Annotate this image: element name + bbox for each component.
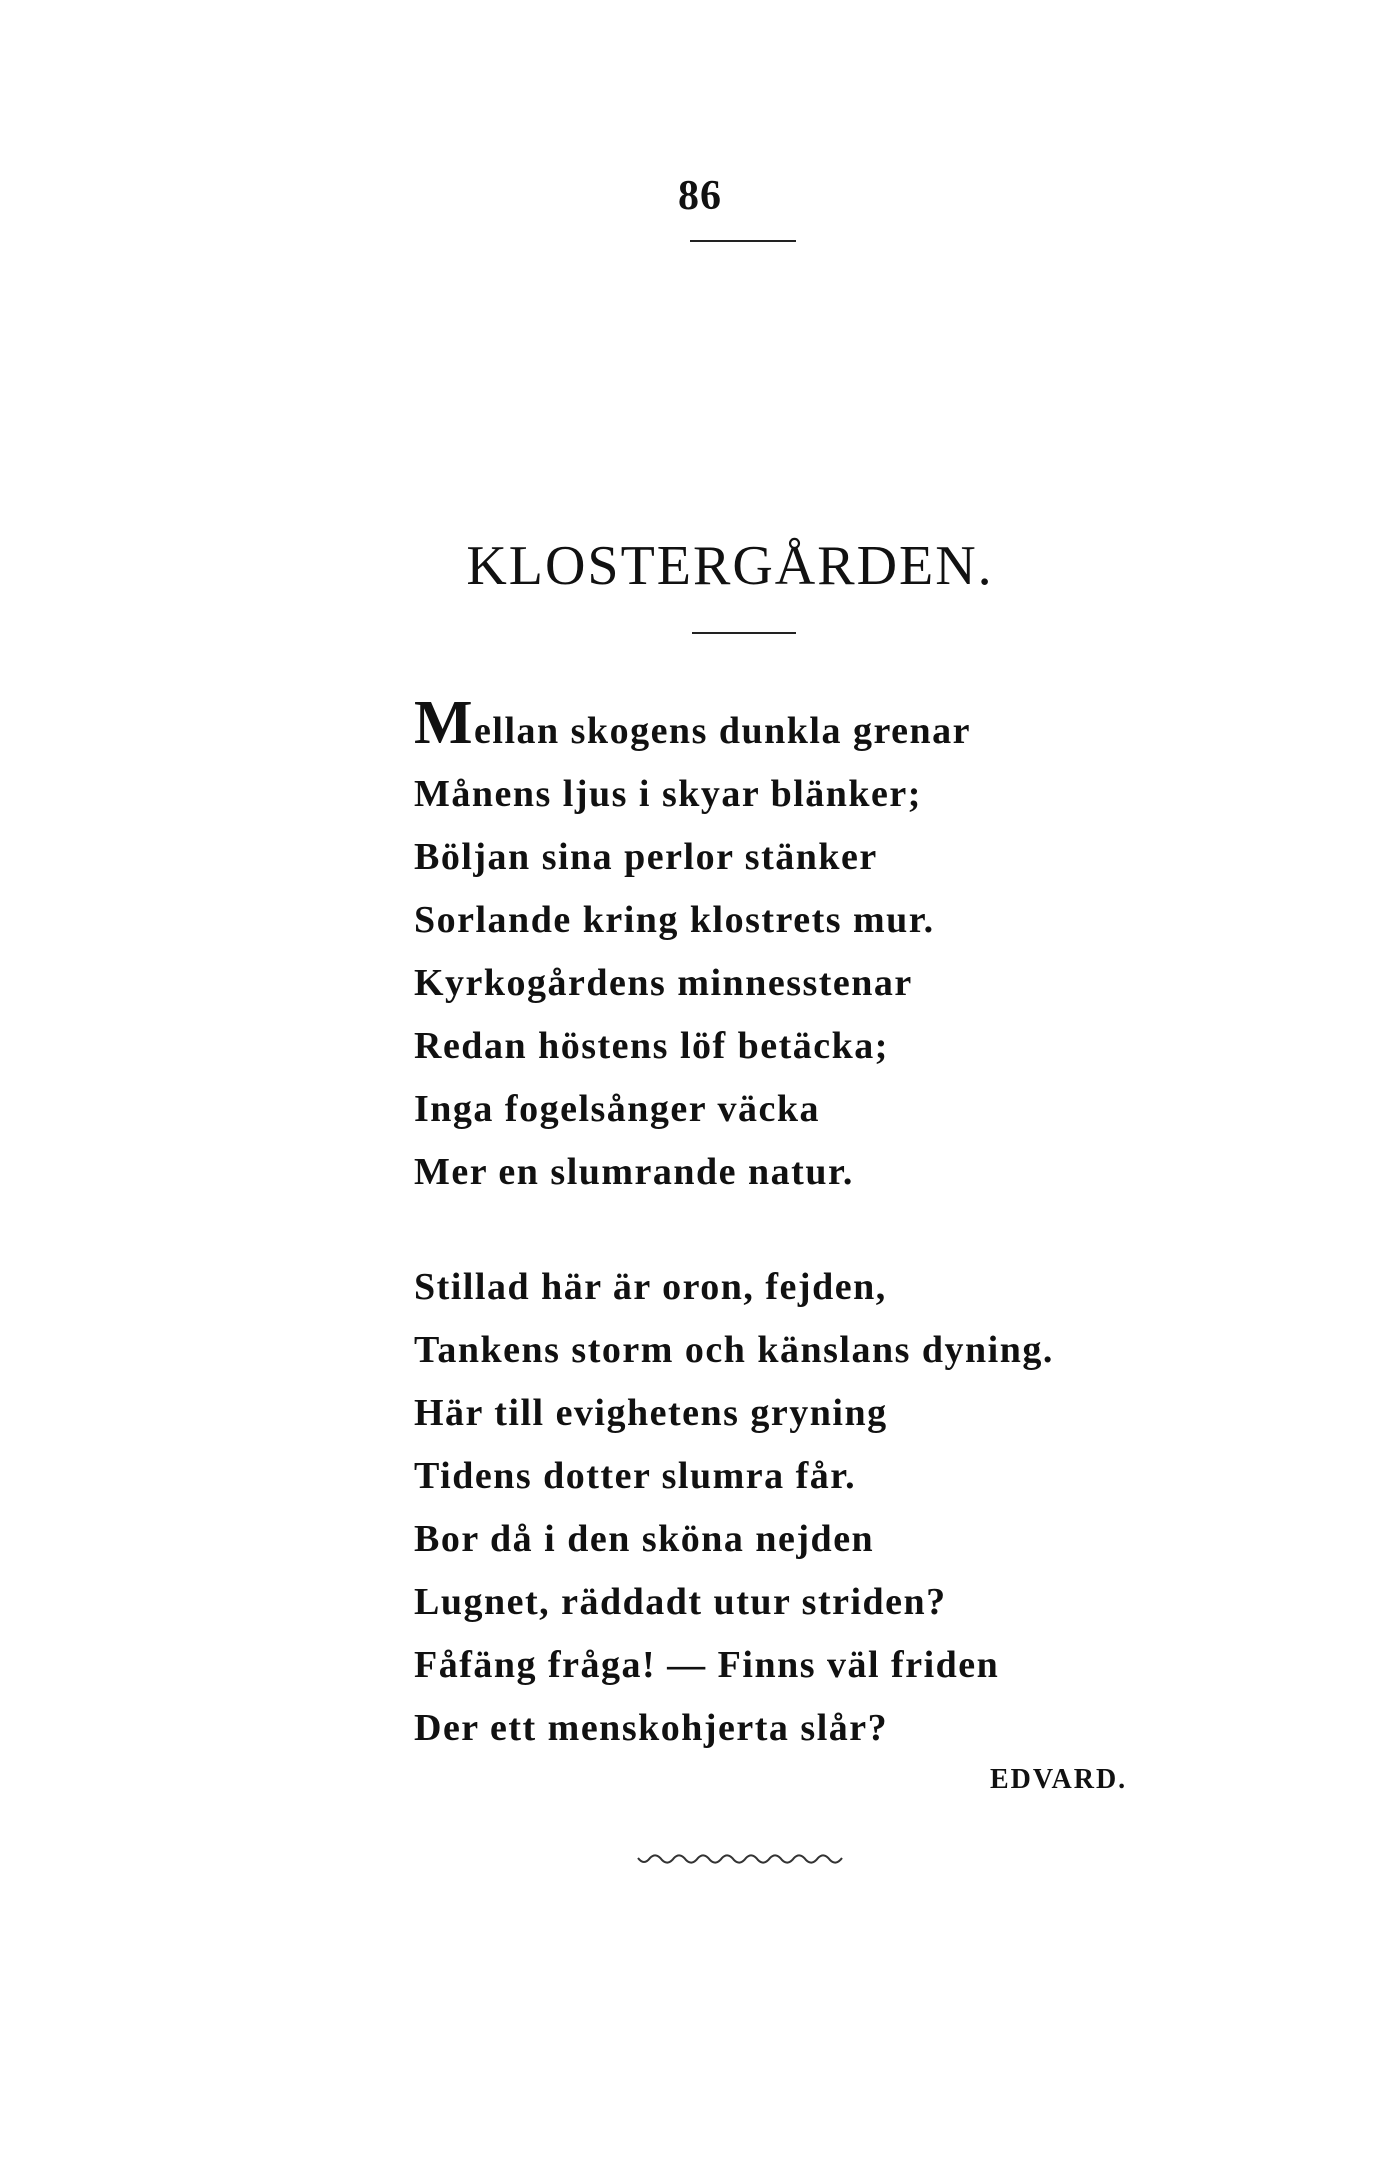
verse-line: Tidens dotter slumra får. <box>414 1455 857 1497</box>
title-rule <box>692 632 796 634</box>
verse-line: Tankens storm och känslans dyning. <box>414 1329 1054 1371</box>
poem-title: KLOSTERGÅRDEN. <box>466 535 994 597</box>
verse-line: Månens ljus i skyar blänker; <box>414 773 922 815</box>
page-number-rule <box>690 240 796 242</box>
verse-line: Bor då i den sköna nejden <box>414 1518 875 1560</box>
verse-line: Här till evighetens gryning <box>414 1392 888 1434</box>
verse-line: Lugnet, räddadt utur striden? <box>414 1581 947 1623</box>
drop-initial: M <box>414 689 475 757</box>
stanza-2 <box>414 1256 1054 1760</box>
stanza-1 <box>414 689 971 1204</box>
wavy-ornament <box>636 1850 846 1870</box>
verse-line: Inga fogelsånger väcka <box>414 1088 820 1130</box>
verse-line-text: ellan skogens dunkla grenar <box>474 710 971 752</box>
page-number: 86 <box>678 173 722 219</box>
verse-line: Sorlande kring klostrets mur. <box>414 899 935 941</box>
verse-line: Der ett menskohjerta slår? <box>414 1707 889 1749</box>
author-signature: EDVARD. <box>990 1764 1128 1795</box>
verse-line <box>414 689 971 763</box>
verse-line: Kyrkogårdens minnesstenar <box>414 962 913 1004</box>
verse-line: Stillad här är oron, fejden, <box>414 1266 887 1308</box>
verse-line: Mer en slumrande natur. <box>414 1151 854 1193</box>
verse-line: Böljan sina perlor stänker <box>414 836 878 878</box>
verse-line: Fåfäng fråga! — Finns väl friden <box>414 1644 1000 1686</box>
verse-line: Redan höstens löf betäcka; <box>414 1025 889 1067</box>
